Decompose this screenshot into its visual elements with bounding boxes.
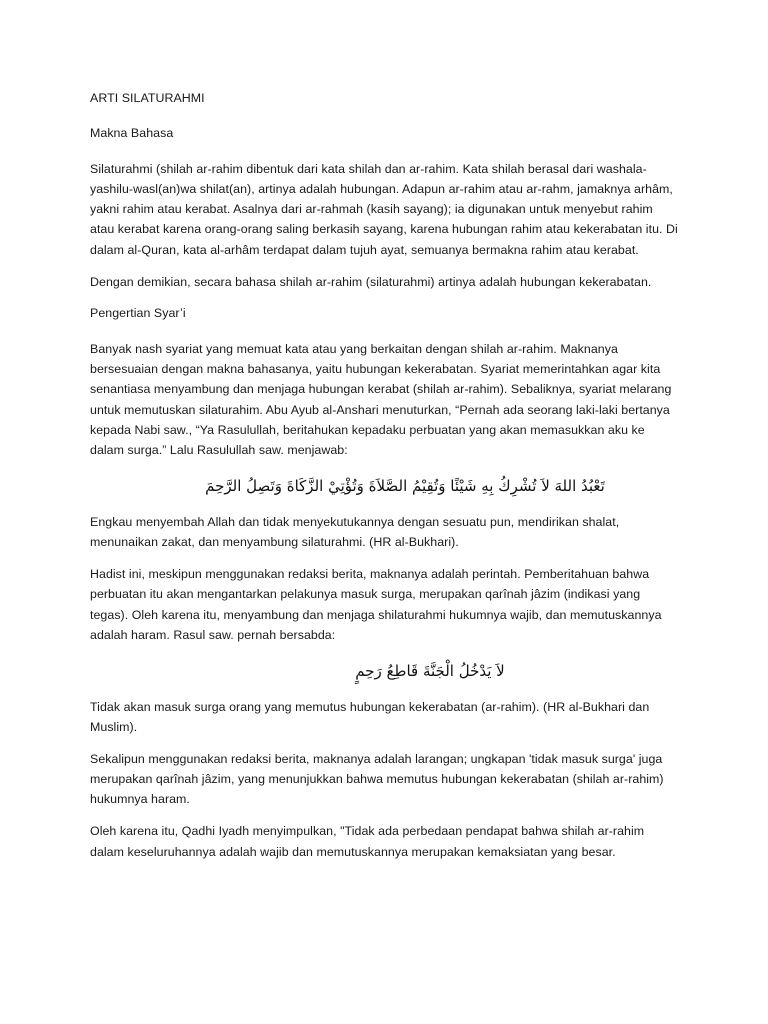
translation-hadith-1: Engkau menyembah Allah dan tidak menyekutukannya dengan sesuatu pun, mendirikan shalat, menunaikan zakat, dan menyambung silaturahmi. (HR al-Bukhari).	[90, 514, 620, 550]
section-heading-makna-bahasa: Makna Bahasa	[90, 126, 174, 141]
paragraph-pengertian-4: Oleh karena itu, Qadhi Iyadh menyimpulkan, "Tidak ada perbedaan pendapat bahwa shilah ar-rahim dalam keseluruhannya adalah wajib dan memutuskannya merupakan kemaksiatan yang besar.	[90, 824, 645, 859]
arabic-hadith-2: لاَ يَدْخُلُ الْجَنَّةَ قَاطِعُ رَحِمٍ	[355, 661, 505, 680]
document-page	[90, 88, 680, 873]
paragraph-makna-bahasa-1: Silaturahmi (shilah ar-rahim dibentuk dari kata shilah dan ar-rahim. Kata shilah berasal dari washala-yashilu-wasl(an)wa shilat(an), artinya adalah hubungan. Adapun ar-rahim atau ar-rahm, jamaknya arhâm, yakni rahim atau kerabat. Asalnya dari ar-rahmah (kasih sayang); ia digunakan untuk menyebut rahim atau kerabat karena orang-orang saling berkasih sayang, karena hubungan rahim atau kekerabatan itu. Di dalam al-Quran, kata al-arhâm terdapat dalam tujuh ayat, semuanya bermakna rahim atau kerabat.	[90, 161, 678, 257]
translation-hadith-2: Tidak akan masuk surga orang yang memutus hubungan kekerabatan (ar-rahim). (HR al-Bukhari dan Muslim).	[90, 699, 650, 735]
paragraph-makna-bahasa-2: Dengan demikian, secara bahasa shilah ar-rahim (silaturahmi) artinya adalah hubungan kekerabatan.	[90, 274, 652, 289]
section-heading-pengertian-syari: Pengertian Syar’i	[90, 306, 186, 321]
paragraph-pengertian-2: Hadist ini, meskipun menggunakan redaksi berita, maknanya adalah perintah. Pemberitahuan bahwa perbuatan itu akan mengantarkan pelakunya masuk surga, merupakan qarînah jâzim (indikasi yang tegas). Oleh karena itu, menyambung dan menjaga shilaturahmi hukumnya wajib, dan memutuskannya adalah haram. Rasul saw. pernah bersabda:	[90, 567, 662, 642]
arabic-hadith-1: تَعْبُدُ اللهَ لاَ تُشْرِكُ بِهِ شَيْئًا وَتُقِيْمُ الصَّلاَةَ وَتُؤْتِيْ الزَّكَاةَ وَتَصِلُ الرَّحِمَ	[205, 476, 605, 495]
paragraph-pengertian-1: Banyak nash syariat yang memuat kata atau yang berkaitan dengan shilah ar-rahim. Maknanya bersesuaian dengan makna bahasanya, yaitu hubungan kekerabatan. Syariat memerintahkan agar kita senantiasa menyambung dan menjaga hubungan kerabat (shilah ar-rahim). Sebaliknya, syariat melarang untuk memutuskan silaturahim. Abu Ayub al-Anshari menuturkan, “Pernah ada seorang laki-laki bertanya kepada Nabi saw., “Ya Rasulullah, beritahukan kepadaku perbuatan yang akan memasukkan aku ke dalam surga.” Lalu Rasulullah saw. menjawab:	[90, 341, 672, 458]
paragraph-pengertian-3: Sekalipun menggunakan redaksi berita, maknanya adalah larangan; ungkapan 'tidak masuk surga' juga merupakan qarînah jâzim, yang menunjukkan bahwa memutus hubungan kekerabatan (shilah ar-rahim) hukumnya haram.	[90, 751, 664, 807]
document-title: ARTI SILATURAHMI	[90, 91, 205, 105]
